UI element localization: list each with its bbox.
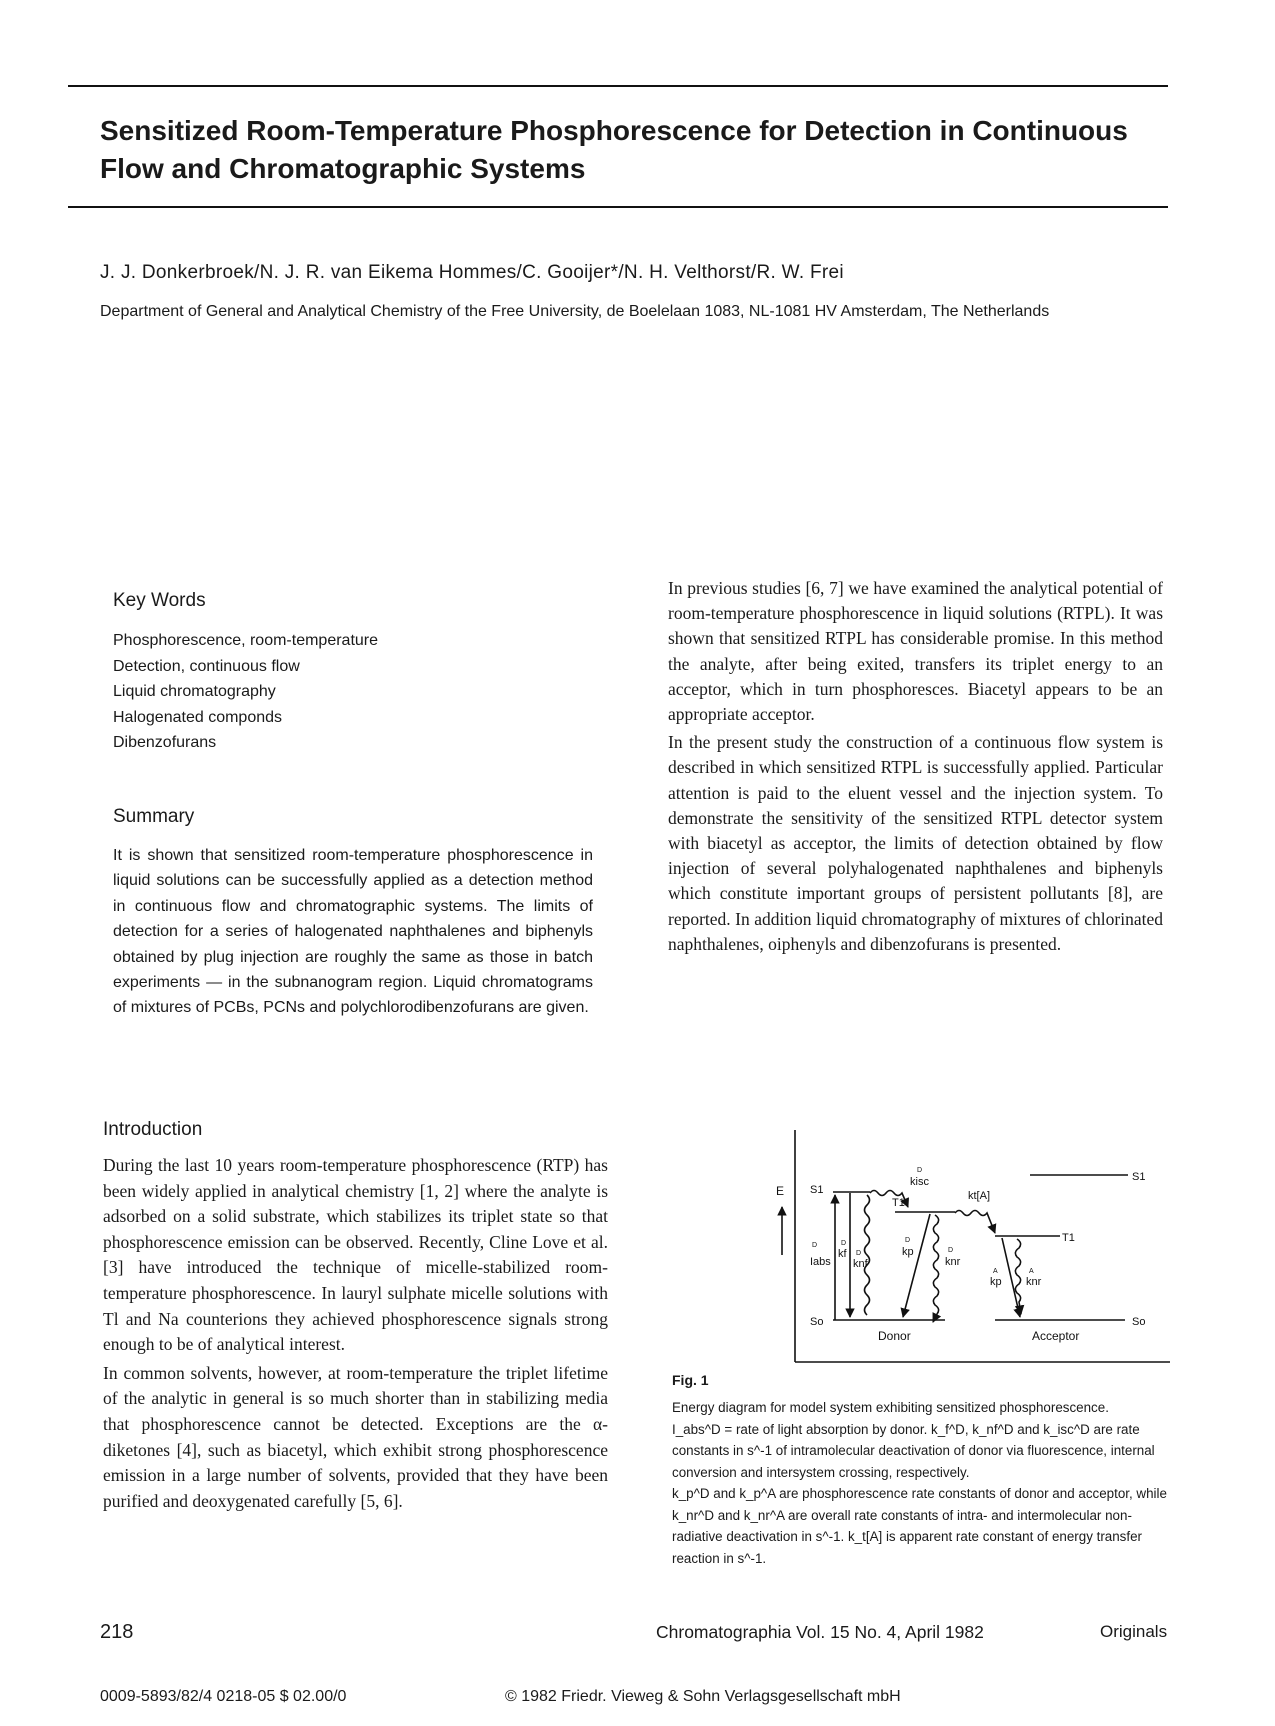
acceptor-s1-label: S1 (1132, 1171, 1146, 1183)
acceptor-label: Acceptor (1032, 1329, 1080, 1343)
introduction-body (103, 1153, 608, 1517)
introduction-heading: Introduction (103, 1119, 203, 1140)
knf-sup: D (856, 1250, 862, 1257)
donor-label: Donor (878, 1329, 911, 1343)
keyword-item: Detection, continuous flow (113, 657, 300, 675)
caption-line: I_abs^D = rate of light absorption by donor. k_f^D, k_nf^D and k_isc^D are rate constants in s^-1 of intramolecular deactivation of donor via fluorescence, internal conversion and intersystem crossing, respectively. (672, 1421, 1155, 1480)
keyword-item: Dibenzofurans (113, 734, 217, 751)
kf-sup: D (841, 1240, 847, 1247)
donor-nonradiative-wavy (933, 1215, 939, 1322)
intro-paragraph: In common solvents, however, at room-temperature the triplet lifetime of the analytic in general is so much shorter than in stabilizing media that phosphorescence cannot be detected. Exceptions are the α-diketones [4], such as biacetyl, which exhibit strong phosphorescence emission in a large number of solvents, provided that they have been purified and deoxygenated carefully [5, 6]. (103, 1362, 608, 1511)
keyword-item: Liquid chromatography (113, 683, 276, 700)
kp-donor-label: kp (902, 1246, 914, 1258)
page-number: 218 (100, 1621, 134, 1643)
top-rule (68, 85, 1168, 87)
summary-text: It is shown that sensitized room-temperature phosphorescence in liquid solutions can be successfully applied as a detection method in continuous flow and chromatographic systems. The limits of detection for a series of halogenated naphthalenes and biphenyls obtained by plug injection are roughly the same as those in batch experiments — in the subnanogram region. Liquid chromatograms of mixtures of PCBs, PCNs and polychlorodibenzofurans are given. (113, 847, 593, 1017)
keywords-heading: Key Words (113, 590, 206, 611)
knr-donor-sup: D (948, 1247, 954, 1254)
keyword-item: Halogenated componds (113, 708, 283, 726)
energy-transfer-wavy (955, 1211, 995, 1234)
issn-code: 0009-5893/82/4 0218-05 $ 02.00/0 (100, 1688, 347, 1705)
section-tag: Originals (1100, 1622, 1168, 1641)
figure-caption (672, 1397, 1167, 1569)
keywords-list (113, 628, 378, 756)
copyright-notice: © 1982 Friedr. Vieweg & Sohn Verlagsgesellschaft mbH (505, 1688, 901, 1705)
donor-t1-label: T1 (892, 1197, 905, 1209)
figure-label: Fig. 1 (672, 1372, 709, 1388)
knf-label: knf (853, 1258, 868, 1270)
donor-s1-label: S1 (810, 1184, 824, 1196)
isc-rate-label: kisc (910, 1176, 929, 1188)
donor-phosphorescence-arrow (903, 1214, 930, 1317)
acceptor-t1-label: T1 (1062, 1232, 1075, 1244)
iabs-label: Iabs (810, 1256, 831, 1268)
transfer-rate-label: kt[A] (968, 1190, 991, 1202)
acceptor-s0-label: So (1132, 1316, 1146, 1328)
intro-paragraph: During the last 10 years room-temperature phosphorescence (RTP) has been widely applied in analytical chemistry [1, 2] where the analyte is adsorbed on a solid substrate, which stabilizes its triplet state so that phosphorescence emission can be observed. Recently, Cline Love et al. [3] have introduced the technique of micelle-stabilized room-temperature phosphorescence. In lauryl sulphate micelle solutions with Tl and Na counterions they achieved phosphorescence signals strong enough to be of analytical interest. (103, 1155, 608, 1355)
donor-s0-label: So (810, 1316, 824, 1328)
article-title: Sensitized Room-Temperature Phosphorescence for Detection in Continuous Flow and Chromatographic Systems (100, 115, 1128, 184)
knr-donor-label: knr (945, 1256, 961, 1268)
body-paragraph: In previous studies [6, 7] we have examined the analytical potential of room-temperature phosphorescence in liquid solutions (RTPL). It was shown that sensitized RTPL has considerable promise. In this method the analyte, after being exited, transfers its triplet energy to an acceptor, which in turn phosphoresces. Biacetyl appears to be an appropriate acceptor. (668, 578, 1163, 725)
iabs-sup: D (812, 1242, 818, 1249)
knr-acceptor-label: knr (1026, 1276, 1042, 1288)
caption-title: Energy diagram for model system exhibiting sensitized phosphorescence. (672, 1400, 1109, 1415)
kp-acceptor-sup: A (993, 1268, 998, 1275)
keyword-item: Phosphorescence, room-temperature (113, 632, 379, 649)
knr-acceptor-sup: A (1029, 1268, 1034, 1275)
kf-label: kf (838, 1248, 847, 1260)
caption-line: k_p^D and k_p^A are phosphorescence rate constants of donor and acceptor, while k_nr^D and k_nr^A are overall rate constants of intra- and intermolecular non-radiative deactivation in s^-1. k_t[A] is apparent rate constant of energy transfer reaction in s^-1. (672, 1486, 1167, 1566)
kp-donor-sup: D (905, 1237, 911, 1244)
energy-axis-label: E (776, 1184, 785, 1198)
title-bottom-rule (68, 206, 1168, 208)
right-column-body (668, 576, 1163, 960)
kp-acceptor-label: kp (990, 1276, 1002, 1288)
isc-rate-sup: D (917, 1167, 923, 1174)
energy-diagram (770, 1125, 1170, 1365)
journal-citation: Chromatographia Vol. 15 No. 4, April 1982 (656, 1622, 984, 1642)
author-list: J. J. Donkerbroek/N. J. R. van Eikema Hommes/C. Gooijer*/N. H. Velthorst/R. W. Frei (100, 262, 844, 283)
affiliation: Department of General and Analytical Chemistry of the Free University, de Boelelaan 1083, NL-1081 HV Amsterdam, The Netherlands (100, 303, 1050, 320)
body-paragraph: In the present study the construction of a continuous flow system is described in which sensitized RTPL is successfully applied. Particular attention is paid to the eluent vessel and the injection system. To demonstrate the sensitivity of the sensitized RTPL detector system with biacetyl as acceptor, the limits of detection obtained by flow injection of several polyhalogenated naphthalenes and biphenyls which constitute important groups of persistent pollutants [8], are reported. In addition liquid chromatography of mixtures of chlorinated naphthalenes, oiphenyls and dibenzofurans is presented. (668, 732, 1163, 954)
summary-heading: Summary (113, 806, 195, 827)
internal-conversion-wavy (865, 1195, 870, 1315)
